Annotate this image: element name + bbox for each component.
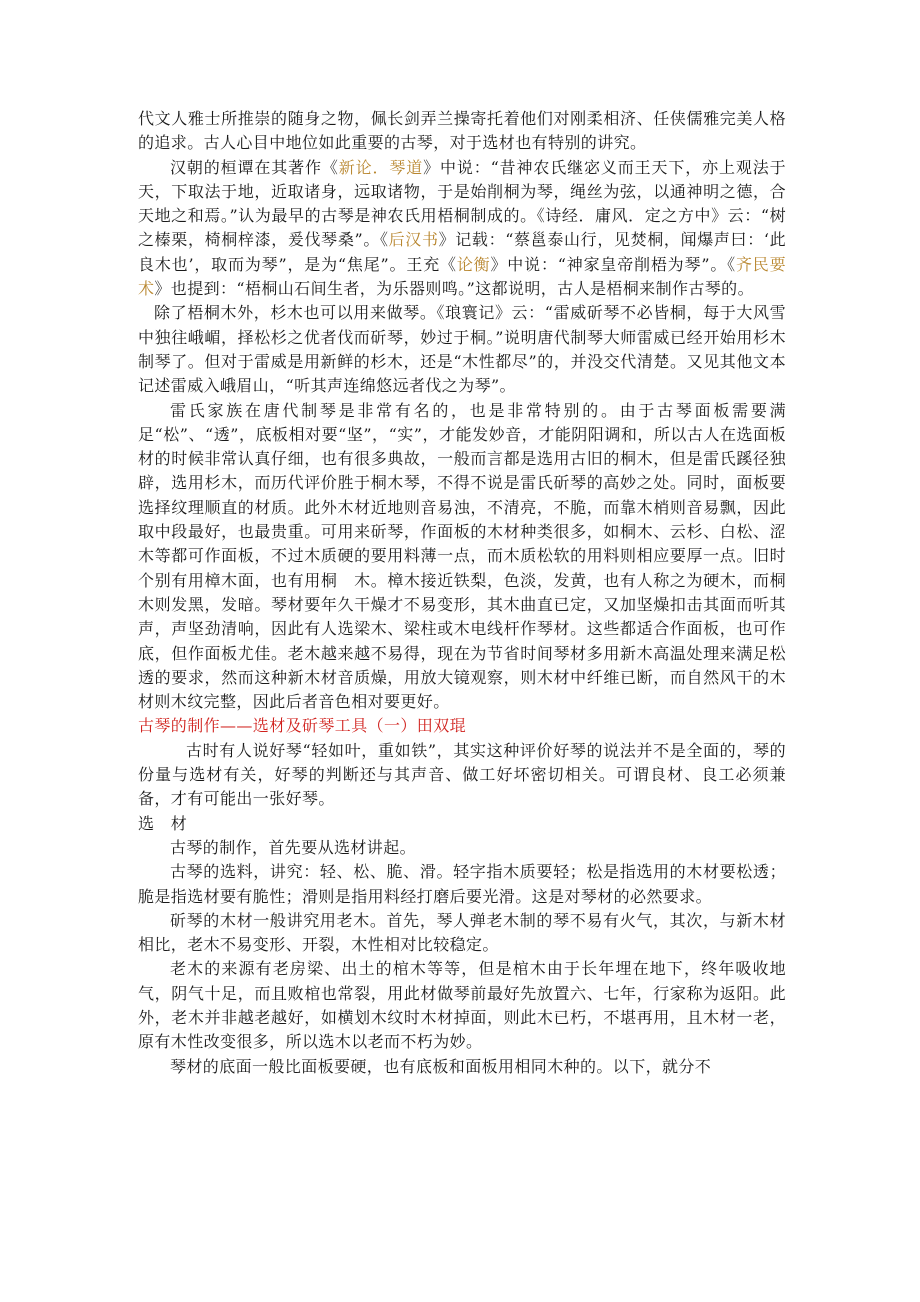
section-heading: 古琴的制作——选材及斫琴工具（一）田双琨	[138, 716, 467, 736]
text-run: 》记载：“蔡邕泰山行，见焚桐，闻爆声曰：‘此良木也’，取而为琴”，是为“焦尾”。王充《	[138, 230, 786, 274]
subheading-xuan-cai: 选 材	[138, 813, 188, 833]
paragraph-shan-mu: 除了梧桐木外，杉木也可以用来做琴。《琅寰记》云：“雷威斫琴不必皆桐，每于大风雪中独往峨嵋，择松杉之优者伐而斫琴，妙过于桐。”说明唐代制琴大师雷威已经开始用杉木制琴了。但对于雷威是用新鲜的杉木，还是“木性都尽”的，并没交代清楚。又见其他文本记述雷威入峨眉山，“听其声连绵悠远者伐之为琴”。	[138, 303, 786, 396]
text-run: 》也提到：“梧桐山石间生者，为乐器则鸣。”这都说明，古人是梧桐来制作古琴的。	[154, 279, 754, 299]
paragraph-huan-tan	[138, 156, 786, 302]
link-lunheng[interactable]: 论衡	[456, 254, 491, 274]
paragraph-bottom-board: 琴材的底面一般比面板要硬，也有底板和面板用相同木种的。以下，就分不	[170, 1056, 712, 1076]
paragraph-start: 古琴的制作，首先要从选材讲起。	[170, 837, 417, 857]
link-houhanshu[interactable]: 后汉书	[388, 230, 439, 250]
document-page	[138, 107, 786, 1079]
text-run: 汉朝的桓谭在其著作《	[170, 157, 339, 177]
paragraph-xuan-liao: 古琴的选料，讲究：轻、松、脆、滑。轻字指木质要轻；松是指选用的木材要松透；脆是指选材要有脆性；滑则是指用料经打磨后要光滑。这是对琴材的必然要求。	[138, 862, 786, 906]
paragraph-good-qin: 古时有人说好琴“轻如叶，重如铁”，其实这种评价好琴的说法并不是全面的，琴的份量与选材有关，好琴的判断还与其声音、做工好坏密切相关。可谓良材、良工必须兼备，才有可能出一张好琴。	[138, 740, 786, 809]
text-run: 》中说：“神家皇帝削梧为琴”。《	[490, 254, 736, 274]
link-qiminyaoshu[interactable]: 齐民要术	[138, 254, 786, 299]
link-xinlun-qindao[interactable]: 新论．琴道	[338, 157, 424, 177]
paragraph-old-wood-source: 老木的来源有老房梁、出土的棺木等等，但是棺木由于长年埋在地下，终年吸收地气，阴气十足，而且败棺也常裂，用此材做琴前最好先放置六、七年，行家称为返阳。此外，老木并非越老越好，如横划木纹时木材掉面，则此木已朽，不堪再用，且木材一老，原有木性改变很多，所以选木以老而不朽为妙。	[138, 959, 786, 1052]
paragraph-intro: 代文人雅士所推崇的随身之物，佩长剑弄兰操寄托着他们对刚柔相济、任侠儒雅完美人格的追求。古人心目中地位如此重要的古琴，对于选材也有特别的讲究。	[138, 109, 786, 153]
paragraph-lei-family: 雷氏家族在唐代制琴是非常有名的，也是非常特别的。由于古琴面板需要满足“松”、“透”，底板相对要“坚”，“实”，才能发妙音，才能阴阳调和，所以古人在选面板材的时候非常认真仔细，也有很多典故，一般而言都是选用古旧的桐木，但是雷氏蹊径独辟，选用杉木，而历代评价胜于桐木琴，不得不说是雷氏斫琴的高妙之处。同时，面板要选择纹理顺直的材质。此外木材近地则音易浊，不清亮，不脆，而靠木梢则音易飘，因此取中段最好，也最贵重。可用来斫琴，作面板的木材种类很多，如桐木、云杉、白松、涩木等都可作面板，不过木质硬的要用料薄一点，而木质松软的用料则相应要厚一点。旧时个别有用樟木面，也有用桐 木。樟木接近铁梨，色淡，发黄，也有人称之为硬木，而桐木则发黑，发暗。琴材要年久干燥才不易变形，其木曲直已定，又加坚燥扣击其面而听其声，声坚劲清响，因此有人选梁木、梁柱或木电线杆作琴材。这些都适合作面板，也可作底，但作面板尤佳。老木越来越不易得，现在为节省时间琴材多用新木高温处理来满足松透的要求，然而这种新木材音质燥，用放大镜观察，则木材中纤维已断，而自然风干的木材则木纹完整，因此后者音色相对要更好。	[138, 400, 786, 712]
paragraph-old-wood: 斫琴的木材一般讲究用老木。首先，琴人弹老木制的琴不易有火气，其次，与新木材相比，老木不易变形、开裂，木性相对比较稳定。	[138, 910, 786, 955]
text-run: 》中说：“昔神农氏继宓义而王天下，亦上观法于天，下取法于地，近取诸身，远取诸物，于是始削桐为琴，绳丝为弦，以通神明之德，合天地之和焉。”认为最早的古琴是神农氏用梧桐制成的。《诗经．庸风．定之方中》云：“树之榛栗，椅桐梓漆，爰伐琴桑”。《	[138, 157, 786, 250]
